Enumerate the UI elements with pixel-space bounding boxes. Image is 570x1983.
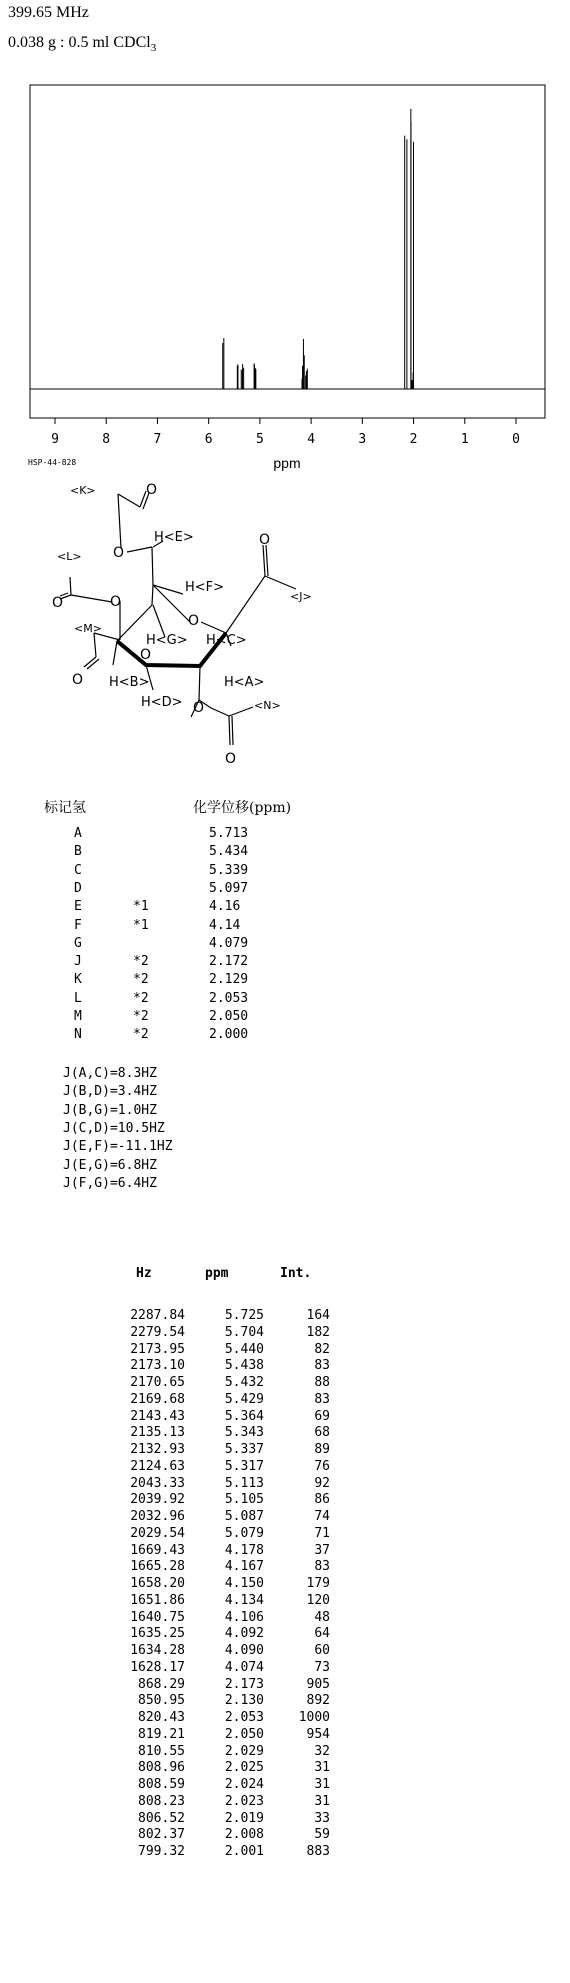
- peak-ppm: 2.024: [224, 1777, 264, 1792]
- peak-intensity: 83: [314, 1358, 330, 1374]
- label-HG: H<G>: [146, 633, 188, 648]
- ring-oxygen-mid: O: [140, 647, 152, 663]
- assignment-shift: 4.079: [209, 935, 249, 951]
- peak-intensity: 33: [314, 1810, 330, 1826]
- peak-hz: 2173.10: [130, 1358, 185, 1374]
- peak-table-header-ppm: ppm: [205, 1266, 229, 1281]
- coupling-constant: J(E,G)=6.8HZ: [63, 1157, 157, 1173]
- peak-hz: 2135.13: [130, 1425, 185, 1441]
- peak-ppm: 4.178: [224, 1542, 264, 1558]
- peak-ppm: 5.079: [224, 1525, 264, 1541]
- peak-ppm: 5.429: [224, 1391, 264, 1407]
- peak-ppm: 2.130: [224, 1693, 264, 1709]
- peak-ppm: 5.440: [224, 1341, 264, 1357]
- peak-ppm: 5.364: [224, 1408, 264, 1424]
- peak-ppm: 5.087: [224, 1509, 264, 1524]
- peak-table-header-hz: Hz: [136, 1266, 152, 1281]
- peak-ppm: 4.092: [224, 1626, 264, 1642]
- label-column-header: 标记氢: [44, 800, 86, 816]
- peak-hz: 2169.68: [130, 1391, 185, 1407]
- ring-oxygen: O: [188, 613, 200, 629]
- peak-intensity: 883: [306, 1844, 330, 1859]
- peak-hz: 2279.54: [130, 1324, 185, 1340]
- peak-ppm: 5.725: [224, 1308, 264, 1323]
- peak-hz: 802.37: [138, 1827, 185, 1843]
- assignment-mark: *2: [133, 990, 149, 1006]
- peak-intensity: 69: [314, 1408, 330, 1424]
- peak-hz: 2173.95: [130, 1341, 185, 1357]
- x-axis-tick-label: 5: [255, 432, 264, 447]
- assignment-shift: 5.713: [209, 826, 249, 841]
- label-HC: H<C>: [206, 633, 247, 648]
- peak-intensity: 73: [314, 1659, 330, 1675]
- peak-intensity: 32: [314, 1743, 330, 1759]
- peak-ppm: 5.317: [224, 1458, 264, 1474]
- peak-intensity: 83: [314, 1391, 330, 1407]
- assignment-label: N: [74, 1027, 82, 1043]
- ring-oxygen-L: O: [110, 594, 122, 610]
- peak-ppm: 4.074: [224, 1659, 264, 1675]
- peak-intensity: 892: [306, 1693, 330, 1709]
- peak-hz: 1658.20: [130, 1576, 185, 1591]
- peak-ppm: 5.438: [224, 1358, 264, 1374]
- peak-ppm: 2.008: [224, 1827, 264, 1843]
- assignment-mark: *2: [133, 1009, 149, 1024]
- peak-intensity: 31: [314, 1760, 330, 1776]
- ring-oxygen-N: O: [193, 700, 205, 716]
- assignment-label: G: [74, 935, 82, 951]
- coupling-constant: J(B,D)=3.4HZ: [63, 1084, 157, 1100]
- peak-intensity: 74: [314, 1509, 330, 1524]
- x-axis-tick-label: 4: [307, 432, 316, 447]
- x-axis-tick-label: 8: [102, 432, 111, 447]
- peak-hz: 808.23: [138, 1793, 185, 1809]
- peak-ppm: 4.106: [224, 1609, 264, 1625]
- peak-ppm: 2.029: [224, 1743, 264, 1759]
- assignment-label: F: [74, 917, 82, 933]
- peak-ppm: 2.023: [224, 1793, 264, 1809]
- peak-hz: 2039.92: [130, 1492, 185, 1508]
- label-HF: H<F>: [185, 580, 225, 595]
- x-axis-tick-label: 2: [409, 432, 418, 447]
- assignment-shift: 4.14: [209, 917, 241, 933]
- peak-intensity: 86: [314, 1492, 330, 1508]
- peak-hz: 2032.96: [130, 1509, 185, 1524]
- assignment-shift: 2.050: [209, 1009, 249, 1024]
- assignment-shift: 5.339: [209, 862, 249, 878]
- peak-ppm: 5.704: [224, 1324, 264, 1340]
- peak-intensity: 68: [314, 1425, 330, 1441]
- peak-ppm: 5.113: [224, 1475, 264, 1491]
- peak-hz: 2029.54: [130, 1525, 185, 1541]
- x-axis-tick-label: 0: [512, 432, 520, 447]
- assignment-label: M: [74, 1009, 82, 1024]
- assignment-label: B: [74, 844, 82, 860]
- peak-intensity: 82: [314, 1341, 330, 1357]
- label-M: <M>: [74, 622, 102, 635]
- peak-intensity: 64: [314, 1626, 330, 1642]
- peak-hz: 1628.17: [130, 1659, 185, 1675]
- peak-intensity: 31: [314, 1777, 330, 1792]
- peak-hz: 2143.43: [130, 1408, 185, 1424]
- shift-column-header: 化学位移(ppm): [193, 800, 292, 816]
- assignment-label: C: [74, 862, 82, 878]
- peak-hz: 1635.25: [130, 1626, 185, 1642]
- peak-ppm: 5.432: [224, 1375, 264, 1390]
- peak-ppm: 2.025: [224, 1760, 264, 1776]
- peak-hz: 868.29: [138, 1676, 185, 1692]
- peak-intensity: 179: [306, 1576, 330, 1591]
- peak-intensity: 48: [314, 1609, 330, 1625]
- label-L: <L>: [57, 550, 82, 563]
- peak-intensity: 182: [306, 1324, 330, 1340]
- assignment-shift: 4.16: [209, 899, 241, 915]
- peak-intensity: 71: [314, 1525, 330, 1541]
- peak-hz: 1651.86: [130, 1592, 185, 1608]
- x-axis-tick-label: 7: [153, 432, 162, 447]
- sample-subscript: 3: [150, 42, 157, 55]
- assignment-shift: 2.129: [209, 972, 249, 988]
- assignment-mark: *1: [133, 917, 149, 933]
- assignment-shift: 5.434: [209, 844, 249, 860]
- peak-ppm: 4.150: [224, 1576, 264, 1591]
- assignment-mark: *1: [133, 899, 149, 915]
- peak-ppm: 4.134: [224, 1592, 264, 1608]
- label-HE: H<E>: [154, 530, 194, 545]
- peak-hz: 2043.33: [130, 1475, 185, 1491]
- peak-ppm: 2.019: [224, 1810, 264, 1826]
- label-N: <N>: [254, 699, 281, 712]
- peak-ppm: 2.001: [224, 1844, 264, 1859]
- peak-ppm: 2.173: [224, 1676, 264, 1692]
- peak-hz: 850.95: [138, 1693, 185, 1709]
- peak-intensity: 92: [314, 1475, 330, 1491]
- peak-intensity: 31: [314, 1793, 330, 1809]
- coupling-constant: J(F,G)=6.4HZ: [63, 1175, 157, 1191]
- peak-intensity: 60: [314, 1643, 330, 1658]
- peak-ppm: 2.050: [224, 1726, 264, 1742]
- peak-ppm: 5.105: [224, 1492, 264, 1508]
- coupling-constant: J(C,D)=10.5HZ: [63, 1120, 165, 1136]
- peak-intensity: 76: [314, 1458, 330, 1474]
- assignment-mark: *2: [133, 972, 149, 988]
- peak-intensity: 37: [314, 1542, 330, 1558]
- peak-intensity: 954: [306, 1726, 330, 1742]
- peak-ppm: 5.337: [224, 1442, 264, 1457]
- peak-hz: 2124.63: [130, 1458, 185, 1474]
- assignment-mark: *2: [133, 954, 149, 970]
- spectrometer-frequency: 399.65 MHz: [8, 4, 89, 21]
- peak-intensity: 88: [314, 1375, 330, 1390]
- peak-hz: 1640.75: [130, 1609, 185, 1625]
- peak-hz: 810.55: [138, 1743, 185, 1759]
- peak-table-header-int: Int.: [280, 1266, 312, 1281]
- label-HD: H<D>: [141, 695, 183, 710]
- x-axis-tick-label: 9: [51, 432, 59, 447]
- label-K: <K>: [70, 484, 96, 497]
- carbonyl-oxygen-N: O: [225, 751, 237, 767]
- peak-hz: 1669.43: [130, 1542, 185, 1558]
- carbonyl-oxygen-M: O: [72, 672, 84, 688]
- x-axis-label: ppm: [273, 455, 301, 471]
- assignment-label: D: [74, 880, 82, 896]
- assignment-label: A: [74, 826, 82, 841]
- carbonyl-oxygen-L: O: [52, 595, 64, 611]
- structure-atom-labels: [52, 482, 312, 767]
- coupling-constant: J(E,F)=-11.1HZ: [63, 1139, 173, 1155]
- peak-ppm: 5.343: [224, 1425, 264, 1441]
- peak-hz: 820.43: [138, 1710, 185, 1725]
- x-axis-tick-label: 3: [358, 432, 367, 447]
- peak-hz: 799.32: [138, 1844, 185, 1859]
- peak-hz: 2132.93: [130, 1442, 185, 1457]
- peak-ppm: 2.053: [224, 1710, 264, 1725]
- peak-intensity: 89: [314, 1442, 330, 1457]
- spectrum-code: HSP-44-828: [28, 458, 77, 467]
- peak-intensity: 164: [306, 1308, 330, 1323]
- peak-hz: 808.59: [138, 1777, 185, 1792]
- peak-intensity: 1000: [298, 1710, 330, 1725]
- peak-intensity: 905: [306, 1676, 330, 1692]
- peak-hz: 808.96: [138, 1760, 185, 1776]
- assignment-shift: 5.097: [209, 880, 249, 896]
- peak-intensity: 120: [306, 1592, 330, 1608]
- assignment-label: E: [74, 899, 82, 915]
- peak-ppm: 4.167: [224, 1559, 264, 1575]
- peak-hz: 819.21: [138, 1726, 185, 1742]
- assignment-shift: 2.000: [209, 1027, 249, 1043]
- coupling-constant: J(A,C)=8.3HZ: [63, 1066, 157, 1081]
- peak-ppm: 4.090: [224, 1643, 264, 1658]
- carbonyl-oxygen-K: O: [146, 482, 158, 498]
- peak-intensity: 59: [314, 1827, 330, 1843]
- assignment-label: J: [74, 954, 82, 970]
- molecular-structure: [0, 0, 570, 790]
- peak-hz: 1665.28: [130, 1559, 185, 1575]
- assignment-shift: 2.053: [209, 990, 249, 1006]
- assignment-mark: *2: [133, 1027, 149, 1043]
- carbonyl-oxygen-J: O: [259, 532, 271, 548]
- x-axis-tick-label: 1: [460, 432, 469, 447]
- sample-main-text: 0.038 g : 0.5 ml CDCl: [8, 34, 151, 51]
- peak-hz: 2287.84: [130, 1308, 185, 1323]
- x-axis-tick-label: 6: [204, 432, 213, 447]
- assignment-label: L: [74, 990, 82, 1006]
- peak-intensity: 83: [314, 1559, 330, 1575]
- peak-hz: 806.52: [138, 1810, 185, 1826]
- coupling-constant: J(B,G)=1.0HZ: [63, 1102, 157, 1118]
- assignment-shift: 2.172: [209, 954, 249, 970]
- label-J: <J>: [290, 590, 312, 603]
- ring-oxygen-top: O: [113, 545, 125, 561]
- assignment-label: K: [74, 972, 82, 988]
- peak-hz: 1634.28: [130, 1643, 185, 1658]
- label-HB: H<B>: [109, 675, 150, 690]
- label-HA: H<A>: [224, 675, 265, 690]
- peak-hz: 2170.65: [130, 1375, 185, 1390]
